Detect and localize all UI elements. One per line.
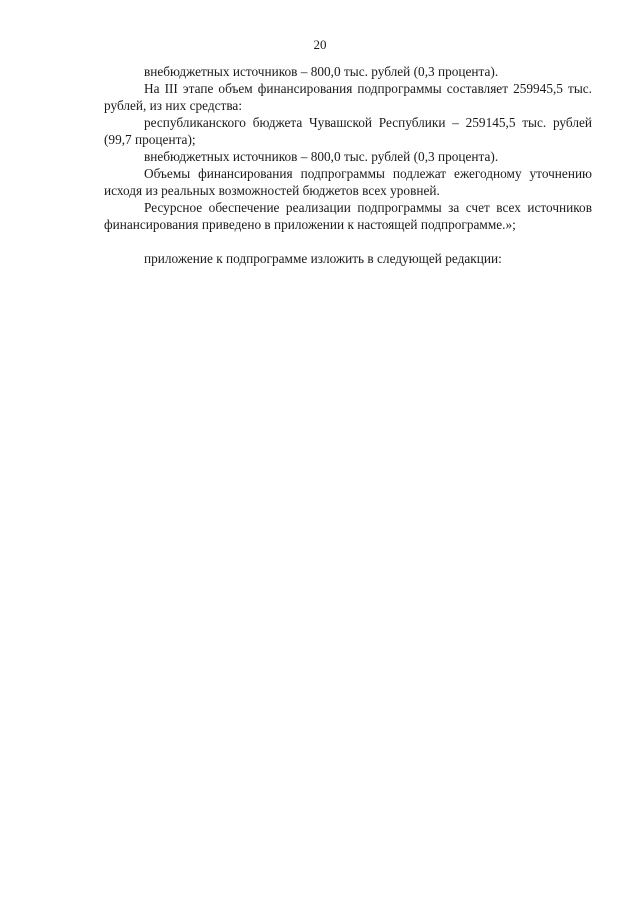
paragraph-resource-provision: Ресурсное обеспечение реализации подпрограммы за счет всех источников финансирования приведено в приложении к настоящей подпрограмме.»; bbox=[104, 200, 592, 232]
paragraph-appendix-instruction: приложение к подпрограмме изложить в следующей редакции: bbox=[144, 251, 502, 266]
paragraph-spacer bbox=[104, 233, 592, 250]
page-number: 20 bbox=[313, 37, 327, 52]
paragraph-stage-three-financing: На III этапе объем финансирования подпрограммы составляет 259945,5 тыс. рублей, из них средства: bbox=[104, 81, 592, 113]
document-body bbox=[104, 63, 592, 267]
paragraph-financing-adjustment: Объемы финансирования подпрограммы подлежат ежегодному уточнению исходя из реальных возможностей бюджетов всех уровней. bbox=[104, 166, 592, 198]
paragraph-republican-budget: республиканского бюджета Чувашской Республики – 259145,5 тыс. рублей (99,7 процента); bbox=[104, 115, 592, 147]
paragraph-extrabudgetary-sources-2: внебюджетных источников – 800,0 тыс. рублей (0,3 процента). bbox=[144, 149, 499, 164]
paragraph-extrabudgetary-sources: внебюджетных источников – 800,0 тыс. рублей (0,3 процента). bbox=[144, 64, 499, 79]
